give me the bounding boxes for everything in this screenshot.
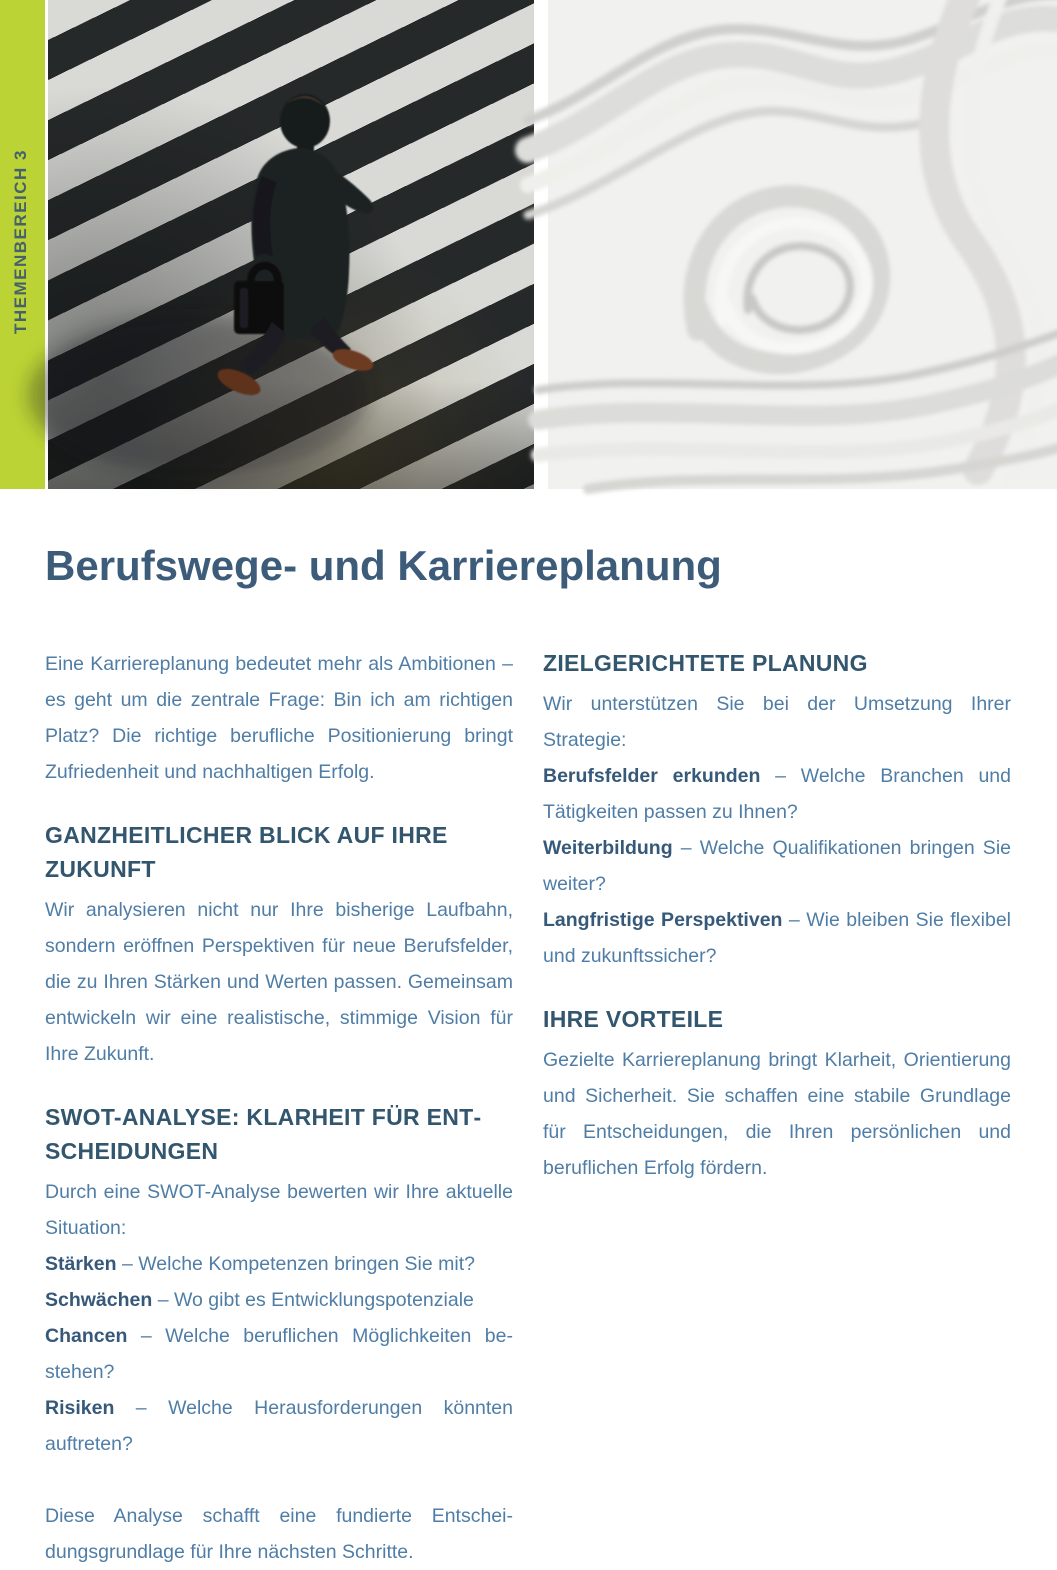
chapter-label: THEMENBEREICH 3 [11, 149, 30, 334]
intro-paragraph: Eine Karriereplanung bedeutet mehr als Ambitionen – es geht um die zentrale Frage: Bin ich am richtigen Platz? Die richtige berufliche Positionierung bringt Zufriedenheit und nachhaltigen Erfolg. [45, 653, 513, 783]
swot-text: – Welche Herausforderungen könnten auftreten? [45, 1397, 513, 1455]
planung-item-weiterbildung [543, 830, 1011, 902]
left-column [45, 646, 513, 1570]
planung-term: Langfristige Perspektiven [543, 909, 783, 931]
swot-item-chancen [45, 1318, 513, 1390]
section-paragraph: Wir unterstützen Sie bei der Umsetzung Ihrer Strategie: [543, 693, 1011, 751]
businessman-silhouette [48, 0, 534, 489]
planung-text: – Welche Qualifikationen bringen Sie weiter? [543, 837, 1011, 895]
planung-text: – Wie bleiben Sie flexibel und zukunftssicher? [543, 909, 1011, 967]
swot-text: – Wo gibt es Entwicklungspotenziale [152, 1289, 474, 1311]
swot-term: Chancen [45, 1325, 128, 1347]
page-title: Berufswege- und Karriereplanung [45, 542, 722, 589]
swot-text: – Welche beruflichen Möglichkeiten bestehen? [45, 1325, 513, 1383]
swot-item-schwaechen [45, 1282, 513, 1318]
swot-item-risiken [45, 1390, 513, 1462]
section-paragraph: Wir analysieren nicht nur Ihre bisherige Laufbahn, sondern eröffnen Perspektiven für neue Berufsfelder, die zu Ihren Stärken und Werten passen. Gemeinsam entwickeln wir eine realistische, stimmige Vision für Ihre Zukunft. [45, 899, 513, 1065]
two-column-layout [45, 646, 1012, 1570]
section-paragraph: Gezielte Karriereplanung bringt Klarheit, Orientierung und Sicherheit. Sie schaffen eine stabile Grundlage für Entscheidungen, die Ihren persönlichen und beruflichen Erfolg fördern. [543, 1049, 1011, 1179]
swot-term: Schwächen [45, 1289, 153, 1311]
swot-term: Stärken [45, 1253, 117, 1275]
section-heading-ganzheitlicher-blick: GANZHEITLICHER BLICK AUF IHRE ZUKUNFT [45, 822, 448, 882]
page-content [45, 542, 1012, 1570]
swot-item-staerken [45, 1246, 513, 1282]
swot-text: – Welche Kompetenzen bringen Sie mit? [116, 1253, 475, 1275]
planung-text: – Welche Branchen und Tätigkeiten passen zu Ihnen? [543, 765, 1011, 823]
planung-item-berufsfelder [543, 758, 1011, 830]
section-paragraph: Durch eine SWOT-Analyse bewerten wir Ihre aktuelle Situation: [45, 1181, 513, 1239]
closing-paragraph: Diese Analyse schafft eine fundierte Entscheidungsgrundlage für Ihre nächsten Schritte. [45, 1505, 513, 1563]
right-column [543, 646, 1011, 1570]
crosswalk-photo [48, 0, 534, 489]
paper-texture-photo [548, 0, 1057, 489]
planung-item-perspektiven [543, 902, 1011, 974]
section-heading-zielgerichtete-planung: ZIELGERICHTETE PLANUNG [543, 650, 868, 676]
section-heading-swot-analyse: SWOT-ANALYSE: KLARHEIT FÜR ENTSCHEIDUNGEN [45, 1104, 482, 1164]
planung-term: Berufsfelder erkunden [543, 765, 761, 787]
section-heading-ihre-vorteile: IHRE VORTEILE [543, 1006, 724, 1032]
swot-term: Risiken [45, 1397, 115, 1419]
planung-term: Weiterbildung [543, 837, 673, 859]
paper-waves-graphic [548, 0, 1057, 489]
